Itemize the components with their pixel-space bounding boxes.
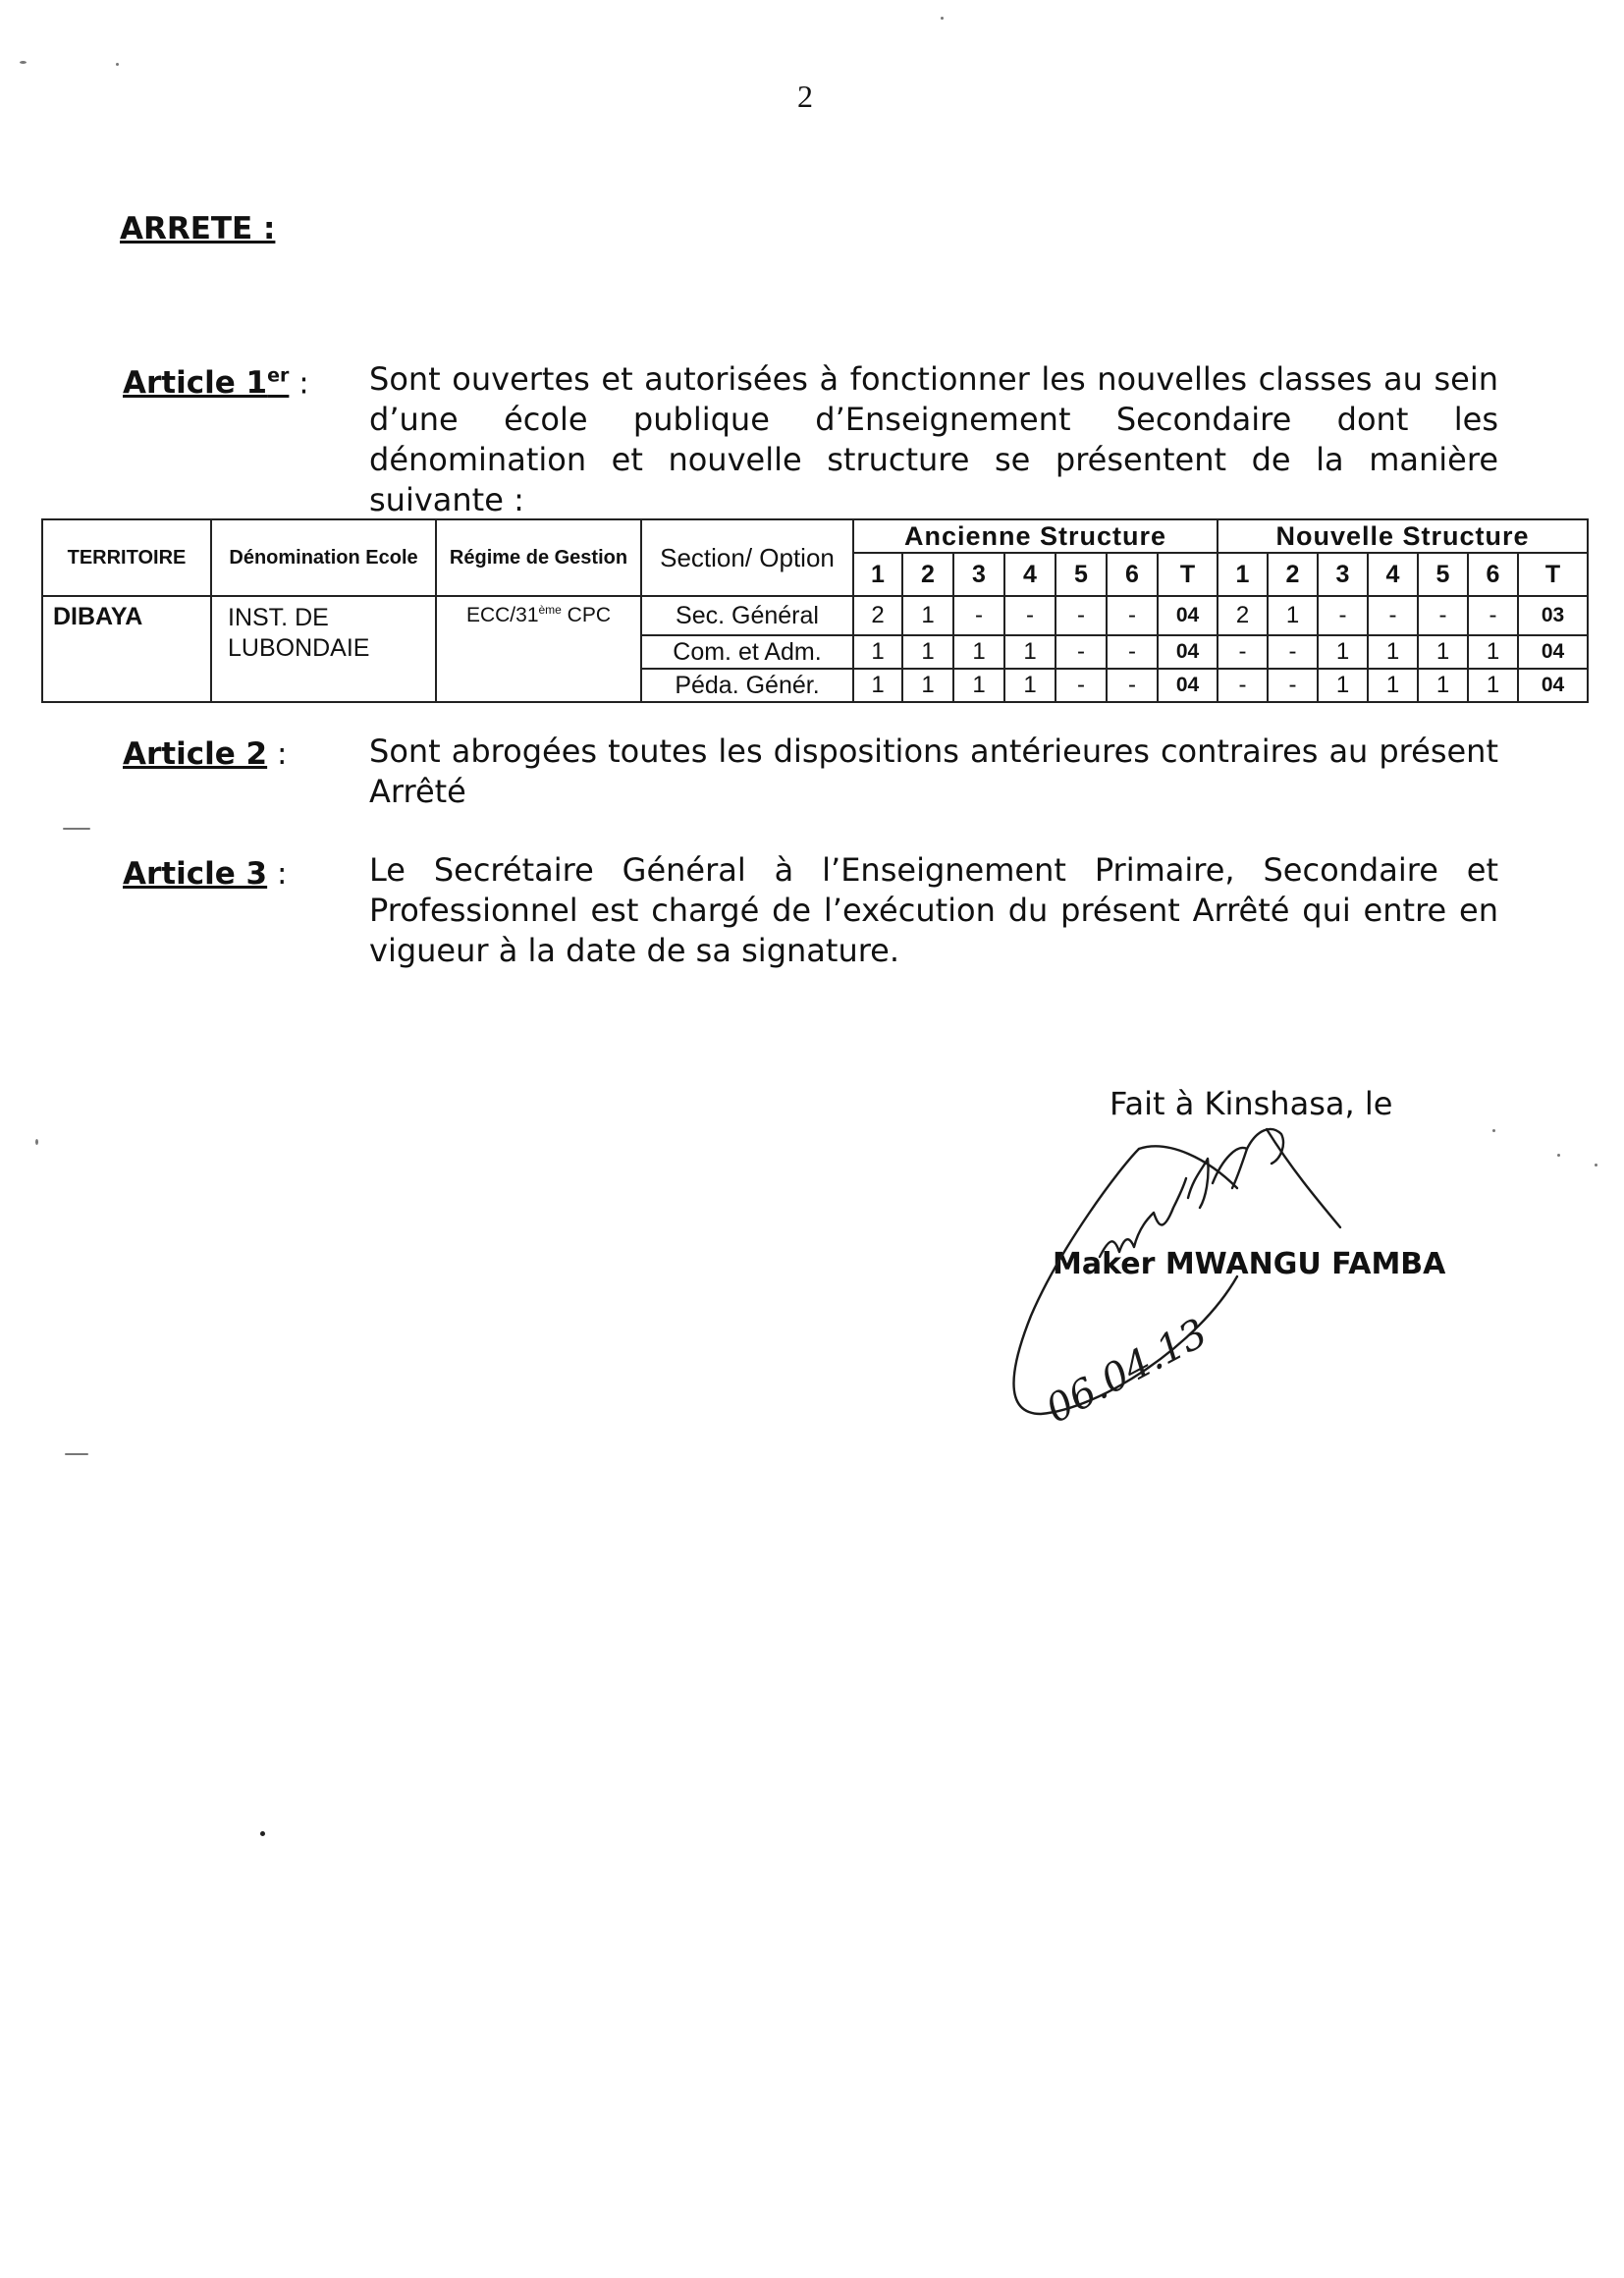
- scan-speck: [941, 17, 944, 20]
- article-3-label: [123, 856, 287, 892]
- cell-nouvelle-value: 1: [1468, 635, 1518, 669]
- cell-nouvelle-value: -: [1418, 596, 1468, 635]
- scan-speck: [1595, 1164, 1597, 1166]
- scan-speck: [35, 1139, 38, 1145]
- cell-ancienne-value: 1: [953, 635, 1004, 669]
- cell-nouvelle-value: -: [1218, 635, 1268, 669]
- header-territoire: TERRITOIRE: [42, 519, 211, 596]
- cell-nouvelle-value: 2: [1218, 596, 1268, 635]
- article-2-title: Article 2: [123, 736, 268, 772]
- cell-nouvelle-value: 1: [1418, 669, 1468, 702]
- cell-ancienne-value: -: [1056, 669, 1107, 702]
- scan-speck: [20, 61, 27, 64]
- cell-option: Sec. Général: [641, 596, 853, 635]
- header-ancienne-structure: Ancienne Structure: [853, 519, 1218, 553]
- article-2-text: Sont abrogées toutes les dispositions antérieures contraires au présent Arrêté: [369, 732, 1498, 810]
- article-2-colon: :: [267, 736, 288, 772]
- handwritten-date: 06.04.13: [1039, 1310, 1215, 1433]
- cell-nouvelle-value: 1: [1318, 635, 1368, 669]
- cell-ancienne-value: -: [1056, 596, 1107, 635]
- cell-nouvelle-total: 04: [1518, 635, 1588, 669]
- handwritten-signature: [943, 1090, 1453, 1502]
- place-date-line: Fait à Kinshasa, le: [1110, 1085, 1393, 1122]
- cell-ancienne-value: -: [1056, 635, 1107, 669]
- header-ancienne-level-2: 2: [902, 553, 953, 596]
- structure-table: [41, 518, 1589, 703]
- table-row: [42, 596, 1588, 635]
- cell-ancienne-value: 1: [1004, 669, 1056, 702]
- header-nouvelle-level-1: 1: [1218, 553, 1268, 596]
- article-1-colon: :: [289, 365, 309, 402]
- header-nouvelle-level-total: T: [1518, 553, 1588, 596]
- header-section: Section/ Option: [641, 519, 853, 596]
- cell-ancienne-value: 1: [902, 669, 953, 702]
- cell-ancienne-value: 1: [853, 635, 902, 669]
- article-3-colon: :: [267, 856, 288, 892]
- cell-nouvelle-value: -: [1468, 596, 1518, 635]
- header-regime: Régime de Gestion: [436, 519, 641, 596]
- cell-ancienne-value: 1: [1004, 635, 1056, 669]
- article-1-text: Sont ouvertes et autorisées à fonctionner les nouvelles classes au sein d’une école publique d’Enseignement Secondaire dont les dénomination et nouvelle structure se présentent de la manière suivante :: [369, 360, 1498, 518]
- cell-nouvelle-total: 03: [1518, 596, 1588, 635]
- article-2-label: [123, 736, 287, 772]
- header-ancienne-level-total: T: [1158, 553, 1218, 596]
- cell-option: Com. et Adm.: [641, 635, 853, 669]
- cell-ancienne-value: -: [953, 596, 1004, 635]
- cell-ecole: INST. DE LUBONDAIE: [211, 596, 436, 702]
- header-nouvelle-level-5: 5: [1418, 553, 1468, 596]
- cell-nouvelle-value: 1: [1368, 635, 1418, 669]
- cell-nouvelle-value: -: [1268, 635, 1318, 669]
- signature-slash: [1267, 1129, 1340, 1227]
- scan-speck: [1557, 1154, 1560, 1157]
- cell-ancienne-total: 04: [1158, 596, 1218, 635]
- header-nouvelle-level-4: 4: [1368, 553, 1418, 596]
- cell-ancienne-total: 04: [1158, 635, 1218, 669]
- article-1-label: [123, 365, 309, 401]
- header-nouvelle-level-3: 3: [1318, 553, 1368, 596]
- cell-ancienne-total: 04: [1158, 669, 1218, 702]
- header-nouvelle-level-2: 2: [1268, 553, 1318, 596]
- cell-nouvelle-value: 1: [1468, 669, 1518, 702]
- header-nouvelle-level-6: 6: [1468, 553, 1518, 596]
- article-3-title: Article 3: [123, 856, 268, 892]
- cell-nouvelle-value: 1: [1268, 596, 1318, 635]
- cell-ancienne-value: -: [1107, 669, 1158, 702]
- scan-speck: [260, 1831, 265, 1836]
- cell-nouvelle-value: 1: [1318, 669, 1368, 702]
- cell-nouvelle-value: 1: [1418, 635, 1468, 669]
- header-ancienne-level-6: 6: [1107, 553, 1158, 596]
- cell-nouvelle-total: 04: [1518, 669, 1588, 702]
- header-ancienne-level-5: 5: [1056, 553, 1107, 596]
- cell-territoire: DIBAYA: [42, 596, 211, 702]
- header-ancienne-level-4: 4: [1004, 553, 1056, 596]
- cell-ancienne-value: 1: [902, 635, 953, 669]
- cell-ancienne-value: -: [1107, 635, 1158, 669]
- cell-ancienne-value: -: [1107, 596, 1158, 635]
- signatory-name: Maker MWANGU FAMBA: [1053, 1247, 1446, 1281]
- header-nouvelle-structure: Nouvelle Structure: [1218, 519, 1588, 553]
- cell-option: Péda. Génér.: [641, 669, 853, 702]
- cell-ancienne-value: -: [1004, 596, 1056, 635]
- signature-upper-stroke: [1139, 1146, 1237, 1188]
- cell-ancienne-value: 1: [902, 596, 953, 635]
- signature-scrawl-1: [1100, 1178, 1186, 1257]
- cell-nouvelle-value: -: [1318, 596, 1368, 635]
- cell-ancienne-value: 2: [853, 596, 902, 635]
- cell-ancienne-value: 1: [853, 669, 902, 702]
- cell-nouvelle-value: -: [1218, 669, 1268, 702]
- scan-speck: [65, 1453, 88, 1455]
- cell-ancienne-value: 1: [953, 669, 1004, 702]
- scan-speck: [63, 828, 90, 830]
- article-3-text: Le Secrétaire Général à l’Enseignement Primaire, Secondaire et Professionnel est chargé de l’exécution du présent Arrêté qui entre en vigueur à la date de sa signature.: [369, 851, 1498, 969]
- cell-nouvelle-value: 1: [1368, 669, 1418, 702]
- page-number: 2: [797, 79, 813, 114]
- header-ancienne-level-1: 1: [853, 553, 902, 596]
- cell-regime: ECC/31ème CPC: [436, 596, 641, 702]
- scan-speck: [1492, 1129, 1495, 1132]
- header-ancienne-level-3: 3: [953, 553, 1004, 596]
- scan-speck: [116, 63, 119, 66]
- header-denomination: Dénomination Ecole: [211, 519, 436, 596]
- decree-heading: ARRETE :: [120, 211, 276, 246]
- cell-nouvelle-value: -: [1268, 669, 1318, 702]
- cell-nouvelle-value: -: [1368, 596, 1418, 635]
- article-1-title: Article 1er: [123, 365, 290, 402]
